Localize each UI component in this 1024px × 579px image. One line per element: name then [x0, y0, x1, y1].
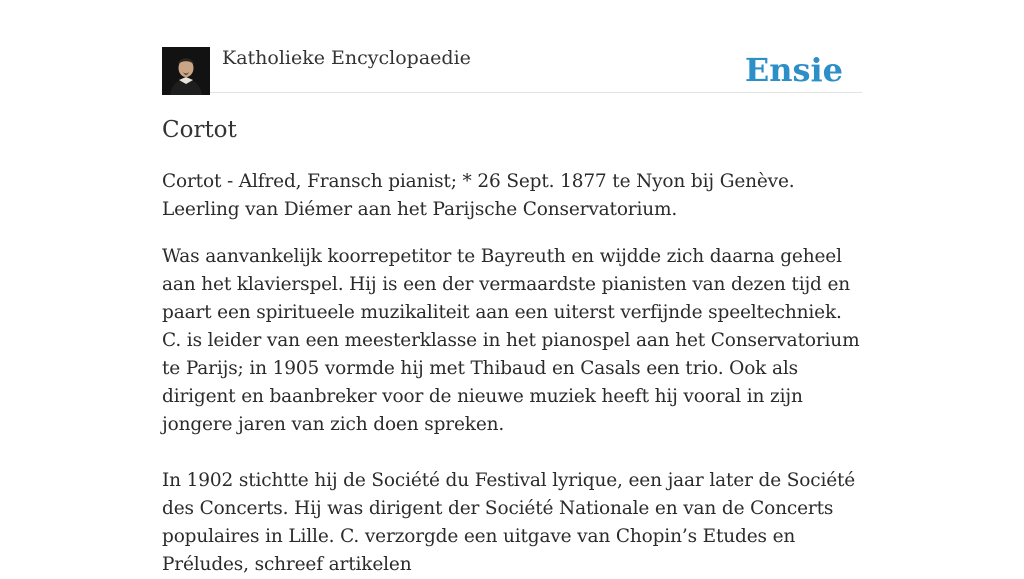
- site-title[interactable]: Katholieke Encyclopaedie: [222, 47, 471, 69]
- article-paragraph: Cortot - Alfred, Fransch pianist; * 26 Sept. 1877 te Nyon bij Genève. Leerling van Diémer aan het Parijsche Conservatorium.: [162, 171, 795, 220]
- brand-logo[interactable]: Ensie: [744, 51, 843, 89]
- portrait-image: [162, 47, 210, 95]
- avatar[interactable]: [162, 47, 210, 95]
- article-paragraph: Was aanvankelijk koorrepetitor te Bayreuth en wijdde zich daarna geheel aan het klavierspel. Hij is een der vermaardste pianisten van dezen tijd en paart een spiritueele muzikaliteit aan een uiterst verfijnde speeltechniek. C. is leider van een meesterklasse in het pianospel aan het Conservatorium te Parijs; in 1905 vormde hij met Thibaud en Casals een trio. Ook als dirigent en baanbreker voor de nieuwe muziek heeft hij vooral in zijn jongere jaren van zich doen spreken.: [162, 246, 860, 435]
- article-paragraph: In 1902 stichtte hij de Société du Festival lyrique, een jaar later de Société des Concerts. Hij was dirigent der Société Nationale en van de Concerts populaires in Lille. C. verzorgde een uitgave van Chopin’s Etudes en Préludes, schreef artikelen: [162, 470, 856, 575]
- article: [162, 114, 862, 579]
- site-header: [162, 46, 862, 93]
- article-title: Cortot: [162, 117, 237, 143]
